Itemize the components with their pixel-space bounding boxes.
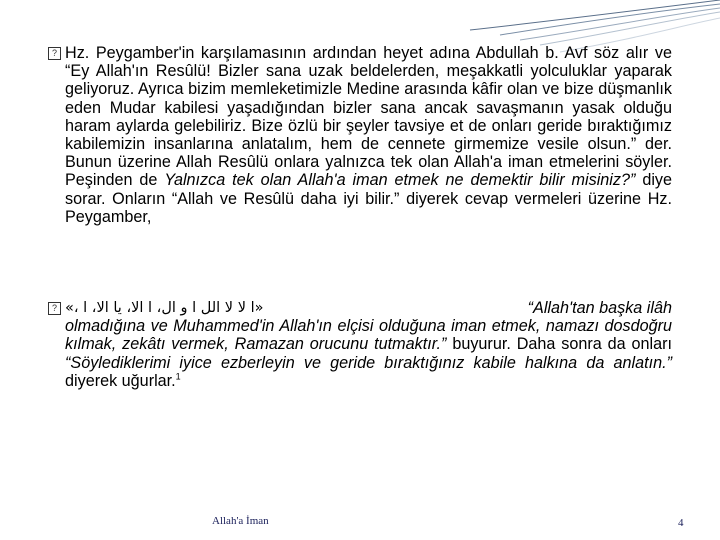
paragraph-2-text-1: buyurur. Daha sonra da onları [452,335,673,354]
bullet-icon: ? [48,302,61,315]
footer-title: Allah'a İman [212,515,269,527]
page-number: 4 [678,517,684,529]
paragraph-1 [51,44,673,226]
arabic-quote: «ا لا لا الل ا و ال، ا الا، يا الا، ا ،» [65,300,264,316]
paragraph-2-text-2: diyerek uğurlar. [65,371,176,390]
paragraph-2-italic-main: olmadığına ve Muhammed'in Allah'ın elçisi olduğuna iman etmek, namazı dosdoğru kılmak, zekâtı vermek, Ramazan orucunu tutmaktır.” [65,317,672,354]
paragraph-1-italic: Yalnızca tek olan Allah'a iman etmek ne demektir bilir misiniz?” [164,171,636,190]
paragraph-1-text: Hz. Peygamber'in karşılamasının ardından heyet adına Abdullah b. Avf söz alır ve “Ey Allah'ın Resûlü! Bizler sana uzak beldelerden, meşakkatli yolculuklar yaparak geliyoruz. Ayrıca bizim memleketimizle Medine arasında kâfir olan ve bize düşmanlık eden Mudar kabilesi yaşadığından bizler sana ancak savaşmanın yasak olduğu haram aylarda gelebiliriz. Bize özlü bir şeyler tavsiye et de onları geride bıraktığımız kabilemizin insanlarına anlatalım, hem de cennete girmemize vesile olsun.” der. Bunun üzerine Allah Resûlü onlara yalnızca tek olan Allah'a iman etmelerini söyler. Peşinden de [65,44,672,190]
paragraph-1-text-after: diye sorar. Onların “Allah ve Resûlü daha iyi bilir.” diyerek cevap vermeleri üzerine Hz. Peygamber, [65,171,673,226]
footnote-marker: 1 [175,371,181,382]
bullet-icon: ? [48,47,61,60]
paragraph-2 [51,299,673,390]
paragraph-2-italic-start: “Allah'tan başka ilâh [527,299,672,317]
paragraph-2-italic-quote: “Söylediklerimi iyice ezberleyin ve geride bıraktığınız kabile halkına da anlatın.” [65,353,672,372]
